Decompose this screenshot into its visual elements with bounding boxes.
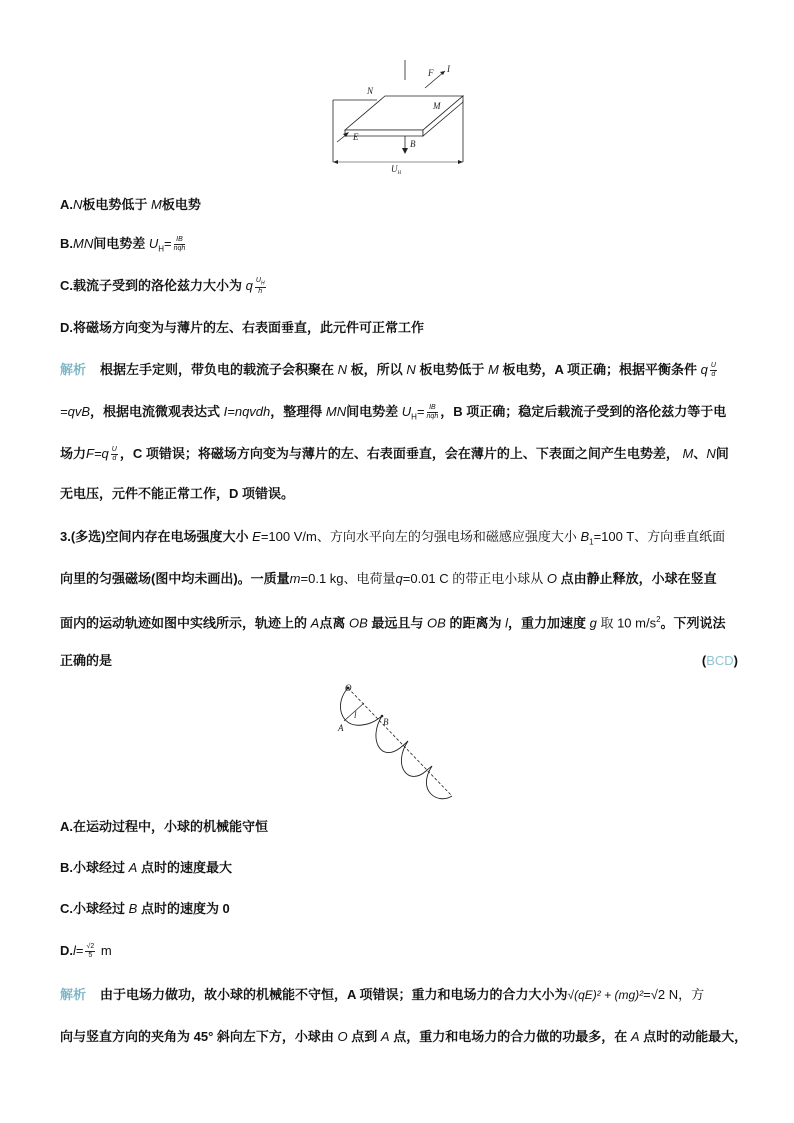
q3-option-a: A.在运动过程中，小球的机械能守恒 [60, 819, 269, 834]
label-E: E [353, 132, 359, 142]
label-N: N [367, 86, 374, 96]
label-O: O [345, 683, 352, 693]
q3-stem-line-2: 向里的匀强磁场(图中均未画出)。一质量m=0.1 kg、电荷量q=0.01 C 的带正电小球从 O 点由静止释放，小球在竖直 [60, 571, 717, 586]
answer-text: BCD [706, 653, 734, 668]
q2-analysis-line-2: =qvB，根据电流微观表达式 I=nqvdh，整理得 MN间电势差 $U_H=$ $\frac{IB}{\text{nqh}}$ ，B 项正确；稳定后载流子受到的洛伦兹力等于电 [60, 404, 727, 422]
label-F: F [428, 68, 434, 78]
hall-element-figure [325, 58, 470, 178]
q3-stem-line-1: 3.(多选)空间内存在电场强度大小 E=100 V/m、方向水平向左的匀强电场和磁感应强度大小 $B_1=100$ T、方向垂直纸面 [60, 529, 726, 547]
q3-option-c: C.小球经过 B 点时的速度为 0 [60, 901, 230, 916]
label-B: B [410, 139, 416, 149]
q2-analysis-line-1: 解析 根据左手定则，带负电的载流子会积聚在 N 板，所以 N 板电势低于 M 板电势，A 项正确；根据平衡条件 q $\frac{U}{d}$ [60, 362, 716, 379]
q3-option-b: B.小球经过 A 点时的速度最大 [60, 860, 232, 875]
q2-analysis-line-4: 无电压，元件不能正常工作，D 项错误。 [60, 486, 295, 501]
q2-option-b: B.MN间电势差 $U_H=$ $\frac{IB}{\text{nqh}}$ [60, 236, 186, 254]
q3-analysis-line-2: 向与竖直方向的夹角为 45° 斜向左下方，小球由 O 点到 A 点，重力和电场力的合力做的功最多，在 A 点时的动能最大， [60, 1029, 748, 1044]
label-UH: $U_H$ [391, 164, 402, 176]
label-M: M [433, 101, 441, 111]
q3-stem-line-4: 正确的是 (BCD) [60, 651, 738, 671]
label-B: B [383, 717, 389, 727]
q2-option-c: C.载流子受到的洛伦兹力大小为 q $\frac{U_H}{h}$ [60, 276, 265, 296]
label-A: A [338, 723, 344, 733]
q3-option-d: D.l= $\frac{√2}{5}$ m [60, 943, 112, 960]
label-l: l [354, 710, 357, 720]
q2-analysis-line-3: 场力F=q $\frac{U}{d}$ ，C 项错误；将磁场方向变为与薄片的左、右表面垂直，会在薄片的上、下表面之间产生电势差， M、N间 [60, 446, 729, 463]
label-I: I [447, 64, 450, 74]
q3-analysis-line-1: 解析 由于电场力做功，故小球的机械能不守恒，A 项错误；重力和电场力的合力大小为√(qE)² + (mg)²=√2 N，方 [60, 987, 705, 1002]
q2-option-a: A.N板电势低于 M板电势 [60, 197, 201, 212]
answer-bracket: (BCD) [701, 653, 738, 668]
q2-option-d: D.将磁场方向变为与薄片的左、右表面垂直，此元件可正常工作 [60, 320, 425, 335]
trajectory-figure [330, 683, 460, 803]
q3-stem-line-3: 面内的运动轨迹如图中实线所示，轨迹上的 A点离 OB 最远且与 OB 的距离为 l，重力加速度 g 取 10 $m/s^2$。下列说法 [60, 615, 726, 631]
